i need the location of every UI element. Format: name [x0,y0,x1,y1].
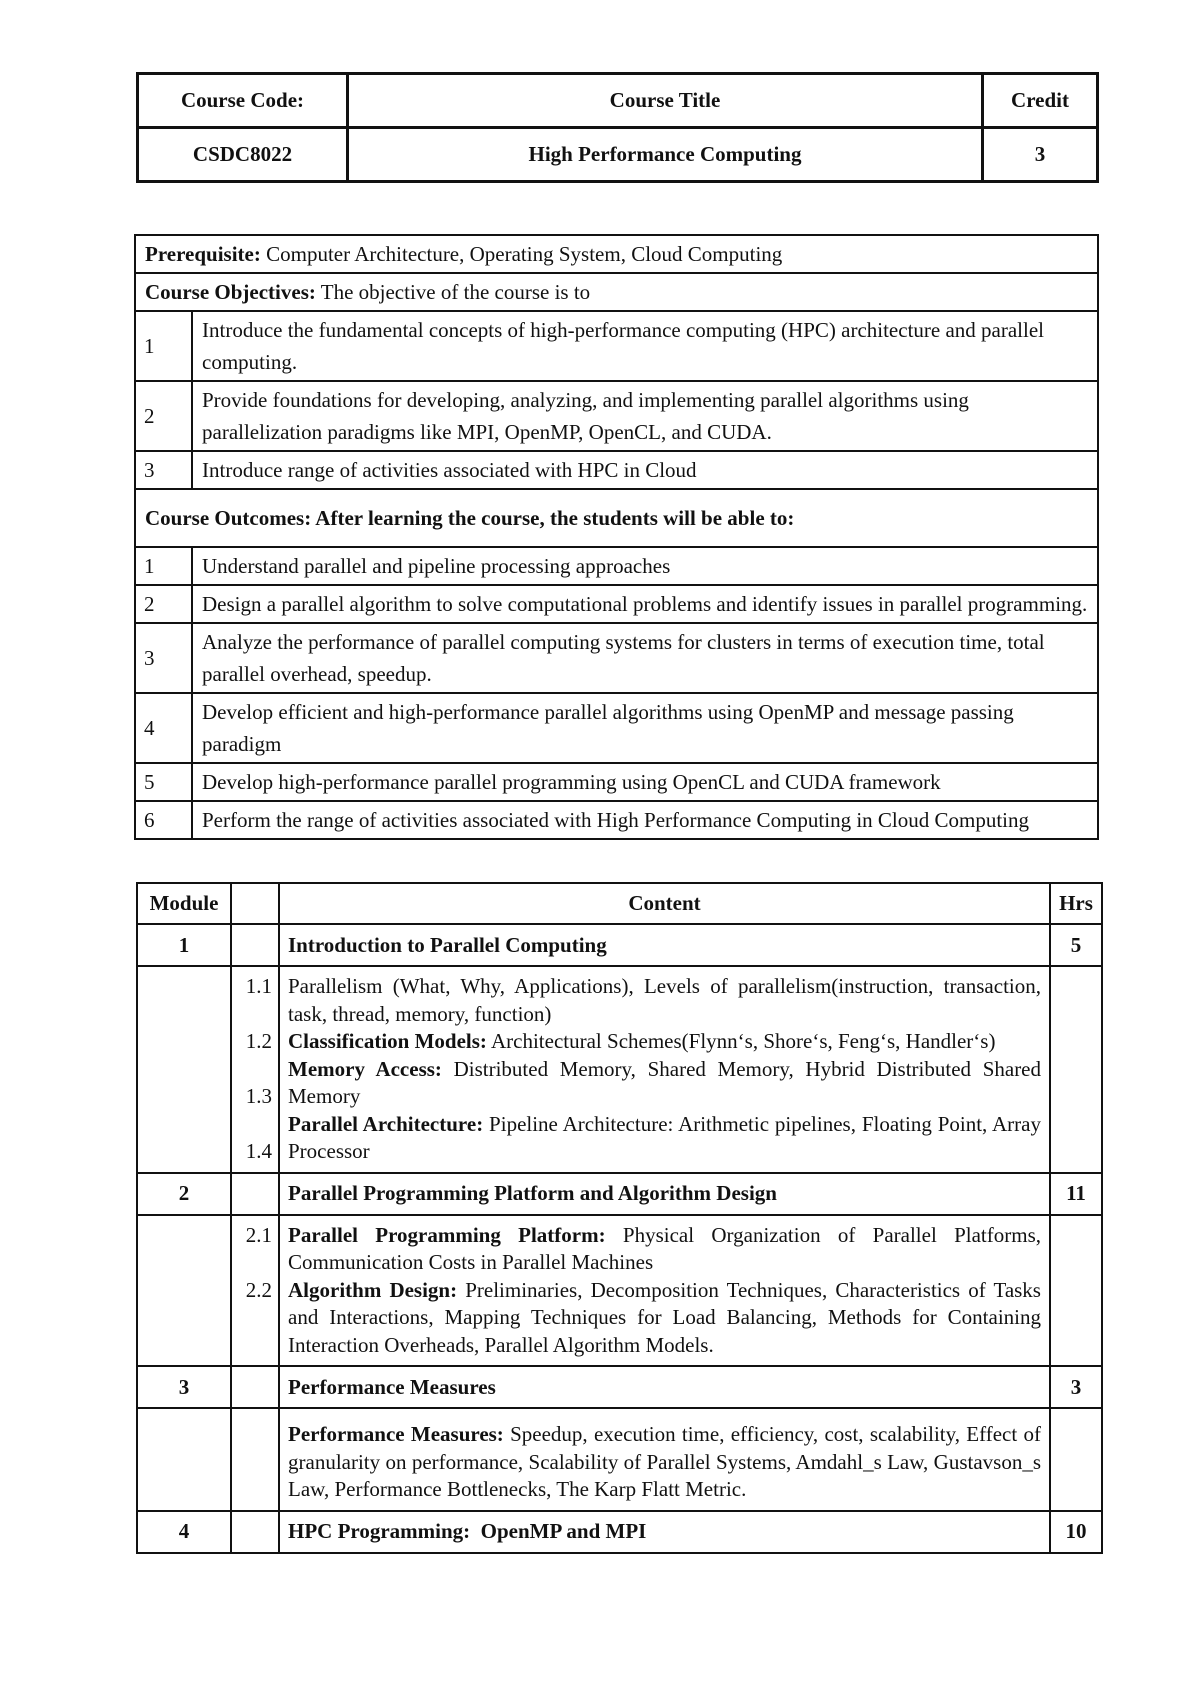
subsection-number: 1.4 [245,1139,272,1163]
objective-number: 1 [135,311,192,381]
module-number: 3 [137,1366,231,1408]
outcome-row [135,547,1098,585]
subsection-number: 2.2 [245,1277,272,1302]
outcome-number: 4 [135,693,192,763]
subsection-number: 1.3 [245,1084,272,1108]
module-title: Parallel Programming Platform and Algorithm Design [279,1173,1050,1215]
outcome-number: 5 [135,763,192,801]
subsection-number: 1.1 [245,974,272,998]
subsection-heading: Memory Access: [288,1056,442,1081]
outcomes-heading: Course Outcomes: After learning the course, the students will be able to: [135,489,1098,547]
subsection-heading: Algorithm Design: [288,1277,458,1302]
objective-row [135,381,1098,451]
module-details [279,1408,1050,1511]
module-number: 1 [137,924,231,966]
outcome-number: 6 [135,801,192,839]
subsection-heading: Performance Measures: [288,1422,504,1446]
objective-text: Introduce the fundamental concepts of high-performance computing (HPC) architecture and parallel computing. [192,311,1098,381]
subsection-item [288,1028,1041,1056]
outcome-text: Design a parallel algorithm to solve computational problems and identify issues in parallel programming. [192,585,1098,623]
module-title-row [137,924,1102,966]
subsection-item [288,1421,1041,1504]
subsection-item [288,1111,1041,1166]
subsection-text: Distributed Memory, Shared Memory, Hybrid Distributed Shared Memory [288,1056,1042,1108]
credit-header: Credit [983,74,1098,128]
course-header-table [136,72,1099,183]
module-table-header [137,883,1102,924]
module-details-row [137,1215,1102,1367]
outcome-number: 2 [135,585,192,623]
module-title: Introduction to Parallel Computing [279,924,1050,966]
objectives-outcomes-table [134,234,1099,840]
objective-number: 2 [135,381,192,451]
module-title-row [137,1511,1102,1553]
subsection-item [288,1222,1041,1277]
subsection-text: Speedup, execution time, efficiency, cost, scalability, Effect of granularity on performance, Scalability of Parallel Systems, Amdahl_s Law, Gustavson_s Law, Performance Bottlenecks, The Karp Flatt Metric. [288,1422,1041,1501]
prerequisite-text: Computer Architecture, Operating System, Cloud Computing [260,242,783,266]
subsection-text: Preliminaries, Decomposition Techniques, Characteristics of Tasks and Interactions, Mapping Techniques for Load Balancing, Methods for Containing Interaction Overheads, Parallel Algorithm Models. [288,1277,1041,1357]
subsection-text: Parallelism (What, Why, Applications), Levels of parallelism(instruction, transaction, task, thread, memory, function) [288,974,1041,1026]
objective-number: 3 [135,451,192,489]
outcome-number: 1 [135,547,192,585]
outcome-text: Develop efficient and high-performance parallel algorithms using OpenMP and message passing paradigm [192,693,1098,763]
course-code-header: Course Code: [138,74,348,128]
outcome-text: Understand parallel and pipeline processing approaches [192,547,1098,585]
outcome-row [135,585,1098,623]
module-title-row [137,1366,1102,1408]
course-code-value: CSDC8022 [138,128,348,182]
credit-value: 3 [983,128,1098,182]
module-details-row [137,1408,1102,1511]
outcome-row [135,623,1098,693]
outcome-row [135,693,1098,763]
outcome-row [135,763,1098,801]
module-hours: 10 [1050,1511,1102,1553]
subsection-number: 2.1 [245,1222,272,1247]
module-title-row [137,1173,1102,1215]
prerequisite-label: Prerequisite: [145,242,261,266]
hours-column-header: Hrs [1050,883,1102,924]
module-details [279,966,1050,1173]
outcome-text: Perform the range of activities associated with High Performance Computing in Cloud Computing [192,801,1098,839]
outcome-number: 3 [135,623,192,693]
objectives-label: Course Objectives: [145,280,316,304]
outcome-row [135,801,1098,839]
module-column-header: Module [137,883,231,924]
objectives-heading-row [135,273,1098,311]
module-hours: 5 [1050,924,1102,966]
subsection-number: 1.2 [245,1029,272,1053]
subsection-column-header [231,883,279,924]
objective-row [135,451,1098,489]
outcome-text: Analyze the performance of parallel computing systems for clusters in terms of execution time, total parallel overhead, speedup. [192,623,1098,693]
prerequisite-row [135,235,1098,273]
subsection-text: Pipeline Architecture: Arithmetic pipelines, Floating Point, Array Processor [288,1111,1041,1163]
module-number: 2 [137,1173,231,1215]
subsection-numbers [231,1215,279,1367]
course-title-value: High Performance Computing [348,128,983,182]
objective-text: Provide foundations for developing, analyzing, and implementing parallel algorithms using parallelization paradigms like MPI, OpenMP, OpenCL, and CUDA. [192,381,1098,451]
subsection-numbers [231,966,279,1173]
module-title: Performance Measures [279,1366,1050,1408]
subsection-item [288,1277,1041,1360]
outcome-text: Develop high-performance parallel programming using OpenCL and CUDA framework [192,763,1098,801]
module-number: 4 [137,1511,231,1553]
objectives-intro: The objective of the course is to [315,280,591,304]
subsection-text: Architectural Schemes(Flynn‘s, Shore‘s, Feng‘s, Handler‘s) [486,1029,996,1053]
course-title-header: Course Title [348,74,983,128]
module-content-table [136,882,1103,1554]
module-hours: 11 [1050,1173,1102,1215]
subsection-heading: Parallel Programming Platform: [288,1222,606,1247]
module-title: HPC Programming: OpenMP and MPI [279,1511,1050,1553]
objective-text: Introduce range of activities associated with HPC in Cloud [192,451,1098,489]
module-details-row [137,966,1102,1173]
module-hours: 3 [1050,1366,1102,1408]
subsection-heading: Parallel Architecture: [288,1111,484,1136]
subsection-heading: Classification Models: [288,1029,487,1053]
module-details [279,1215,1050,1367]
content-column-header: Content [279,883,1050,924]
subsection-item [288,1056,1041,1111]
objective-row [135,311,1098,381]
subsection-text: Physical Organization of Parallel Platforms, Communication Costs in Parallel Machines [288,1222,1041,1274]
